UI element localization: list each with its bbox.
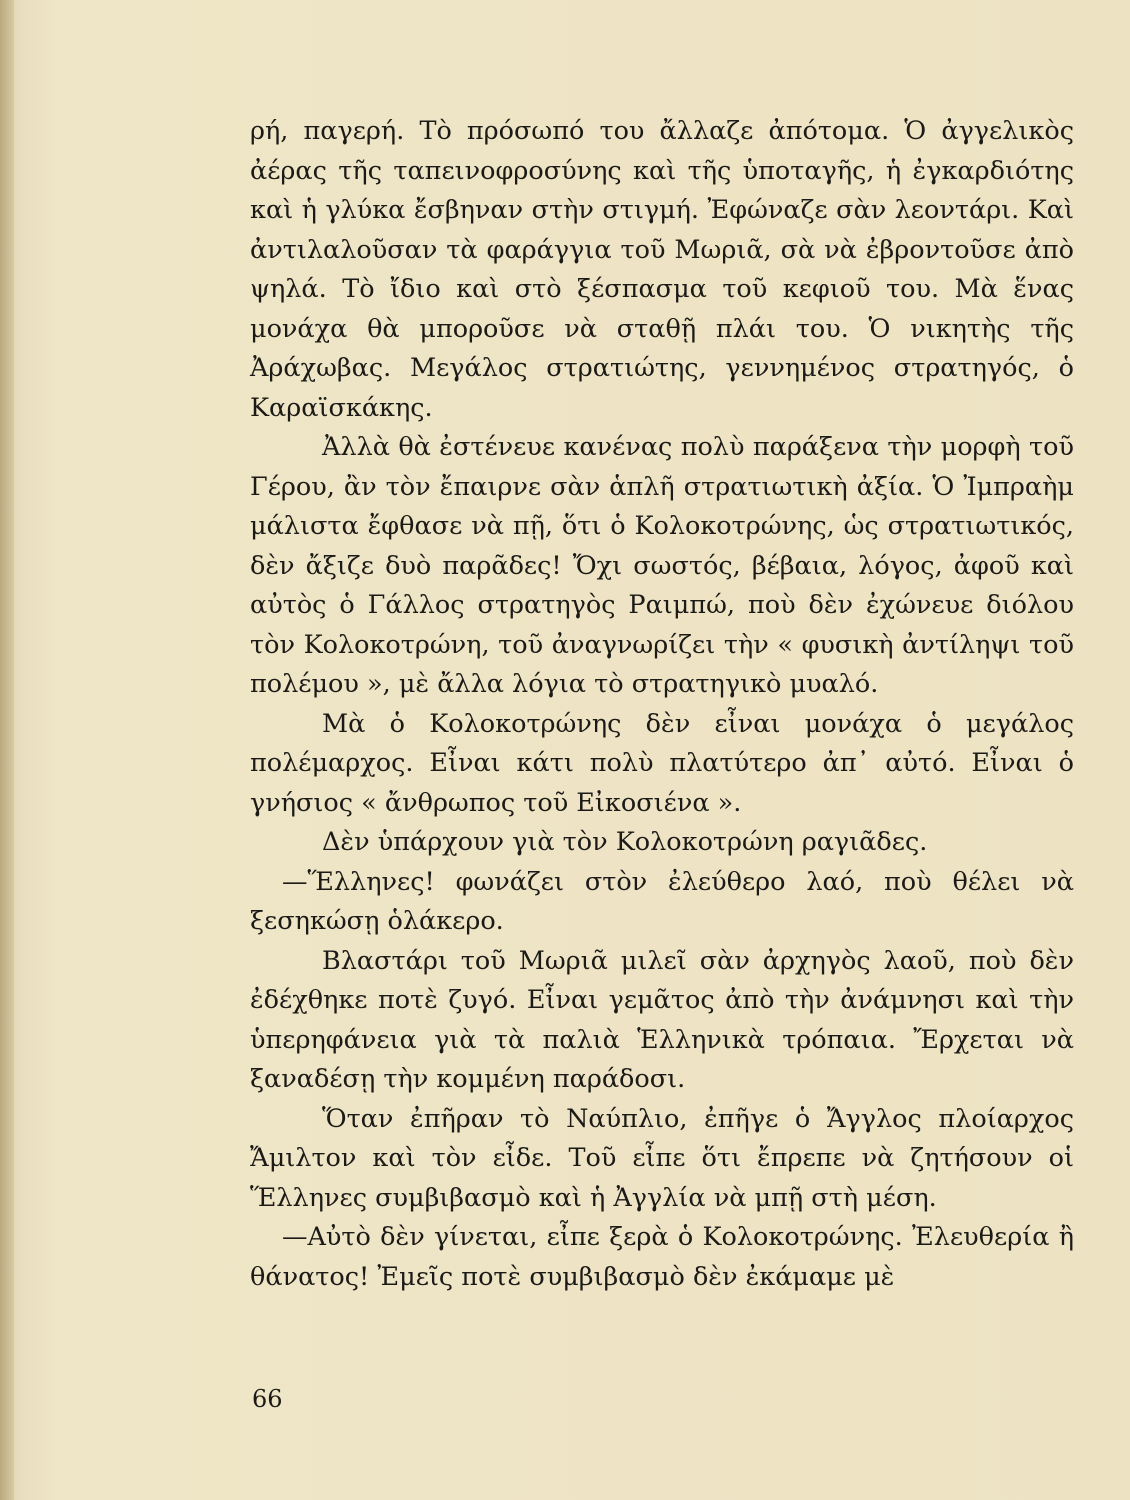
paragraph: Μὰ ὁ Κολοκοτρώνης δὲν εἶναι μονάχα ὁ μεγάλος πολέμαρχος. Εἶναι κάτι πολὺ πλατύτερο ἀπ᾿ αὐτό. Εἶναι ὁ γνήσιος « ἄνθρωπος τοῦ Εἰκοσιένα ».: [250, 708, 1074, 818]
paragraph: Ἀλλὰ θὰ ἐστένευε κανένας πολὺ παράξενα τὴν μορφὴ τοῦ Γέρου, ἂν τὸν ἔπαιρνε σὰν ἁπλῆ στρατιωτικὴ ἀξία. Ὁ Ἰμπραὴμ μάλιστα ἔφθασε νὰ πῇ, ὅτι ὁ Κολοκοτρώνης, ὡς στρατιωτικός, δὲν ἄξιζε δυὸ παρᾶδες! Ὄχι σωστός, βέβαια, λόγος, ἀφοῦ καὶ αὐτὸς ὁ Γάλλος στρατηγὸς Ραιμπώ, ποὺ δὲν ἐχώνευε διόλου τὸν Κολοκοτρώνη, τοῦ ἀναγνωρίζει τὴν « φυσικὴ ἀντίληψι τοῦ πολέμου », μὲ ἄλλα λόγια τὸ στρατηγικὸ μυαλό.: [250, 432, 1074, 699]
dialogue-paragraph: —Ἕλληνες! φωνάζει στὸν ἐλεύθερο λαό, ποὺ θέλει νὰ ξεσηκώσῃ ὁλάκερο.: [250, 866, 1074, 936]
page-number: 66: [252, 1385, 283, 1413]
book-gutter: [0, 0, 14, 1500]
paragraph: Ὅταν ἐπῆραν τὸ Ναύπλιο, ἐπῆγε ὁ Ἄγγλος πλοίαρχος Ἄμιλτον καὶ τὸν εἶδε. Τοῦ εἶπε ὅτι ἔπρεπε νὰ ζητήσουν οἱ Ἕλληνες συμβιβασμὸ καὶ ἡ Ἀγγλία νὰ μπῇ στὴ μέση.: [250, 1103, 1074, 1213]
dialogue-paragraph: —Αὐτὸ δὲν γίνεται, εἶπε ξερὰ ὁ Κολοκοτρώνης. Ἐλευθερία ἢ θάνατος! Ἐμεῖς ποτὲ συμβιβασμὸ δὲν ἐκάμαμε μὲ: [250, 1222, 1074, 1292]
paragraph: Βλαστάρι τοῦ Μωριᾶ μιλεῖ σὰν ἀρχηγὸς λαοῦ, ποὺ δὲν ἐδέχθηκε ποτὲ ζυγό. Εἶναι γεμᾶτος ἀπὸ τὴν ἀνάμνησι καὶ τὴν ὑπερηφάνεια γιὰ τὰ παλιὰ Ἑλληνικὰ τρόπαια. Ἔρχεται νὰ ξαναδέσῃ τὴν κομμένη παράδοσι.: [250, 945, 1074, 1094]
paragraph: ρή, παγερή. Τὸ πρόσωπό του ἄλλαζε ἀπότομα. Ὁ ἀγγελικὸς ἀέρας τῆς ταπεινοφροσύνης καὶ τῆς ὑποταγῆς, ἡ ἐγκαρδιότης καὶ ἡ γλύκα ἔσβηναν στὴν στιγμή. Ἐφώναζε σὰν λεοντάρι. Καὶ ἀντιλαλοῦσαν τὰ φαράγγια τοῦ Μωριᾶ, σὰ νὰ ἐβροντοῦσε ἀπὸ ψηλά. Τὸ ἴδιο καὶ στὸ ξέσπασμα τοῦ κεφιοῦ του. Μὰ ἕνας μονάχα θὰ μποροῦσε νὰ σταθῇ πλάι του. Ὁ νικητὴς τῆς Ἀράχωβας. Μεγάλος στρατιώτης, γεννημένος στρατηγός, ὁ Καραϊσκάκης.: [250, 116, 1074, 423]
paragraph: Δὲν ὑπάρχουν γιὰ τὸν Κολοκοτρώνη ραγιᾶδες.: [322, 827, 928, 857]
body-text: [250, 112, 1074, 1297]
